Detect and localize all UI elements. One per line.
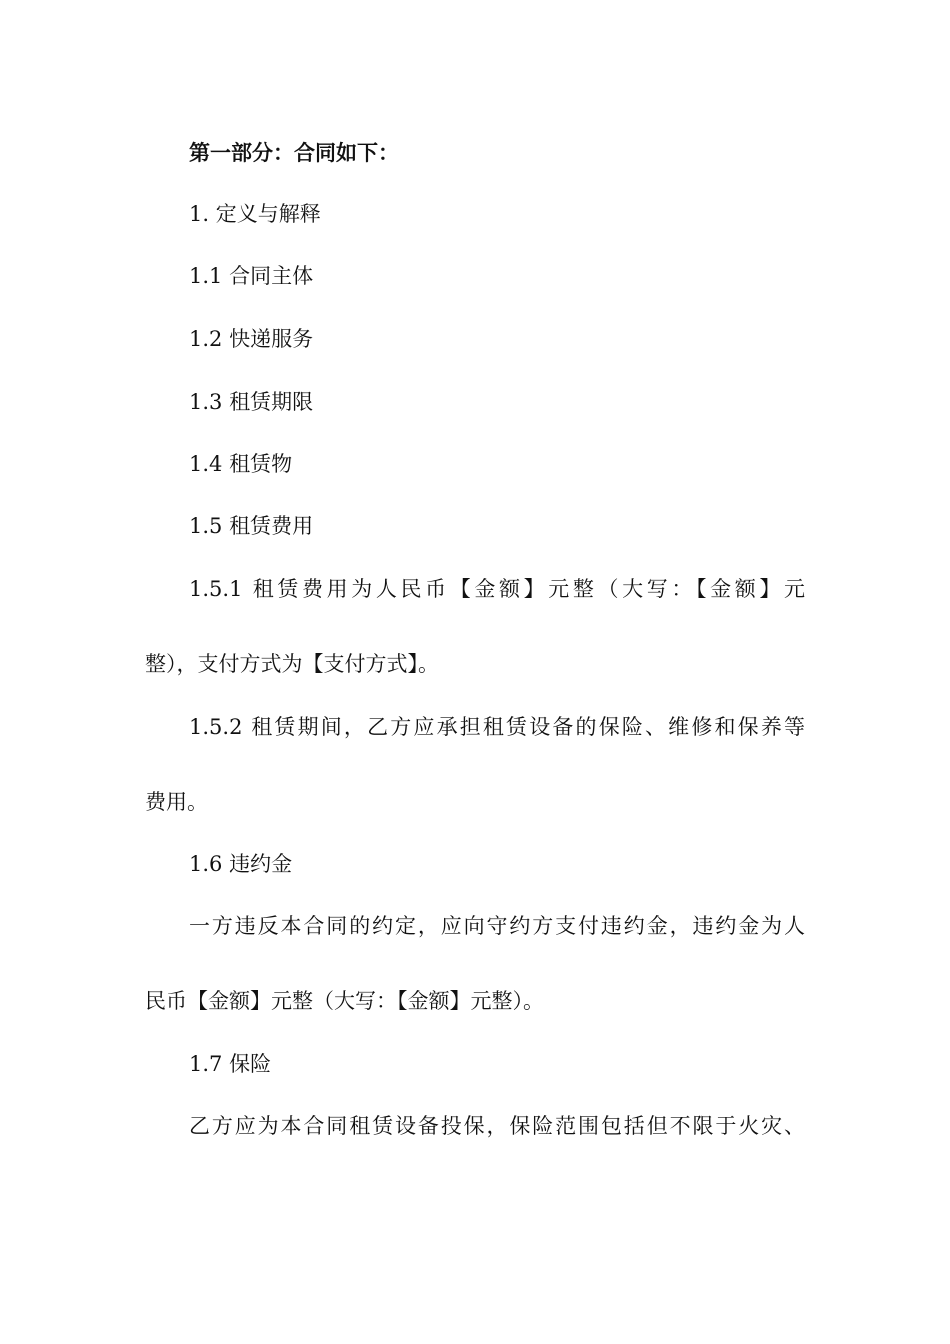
clause-1-3-title: 1.3 租赁期限 (189, 390, 314, 414)
clause-1-6-title: 1.6 违约金 (189, 852, 293, 876)
clause-1-2-title: 1.2 快递服务 (189, 327, 314, 351)
clause-1-5-2-line-2: 费用。 (145, 790, 208, 814)
clause-1-title: 1. 定义与解释 (189, 202, 321, 226)
clause-1-1-title: 1.1 合同主体 (189, 264, 314, 288)
clause-1-5-2-line-1: 1.5.2 租赁期间，乙方应承担租赁设备的保险、维修和保养等 (189, 715, 805, 739)
clause-1-5-1-line-2: 整），支付方式为【支付方式】。 (145, 652, 439, 676)
clause-1-7-body-line-1: 乙方应为本合同租赁设备投保，保险范围包括但不限于火灾、 (189, 1114, 805, 1138)
clause-1-6-body-line-1: 一方违反本合同的约定，应向守约方支付违约金，违约金为人 (189, 914, 805, 938)
clause-1-4-title: 1.4 租赁物 (189, 452, 293, 476)
section-heading: 第一部分：合同如下： (189, 140, 399, 165)
clause-1-6-body-line-2: 民币【金额】元整（大写：【金额】元整）。 (145, 989, 544, 1013)
clause-1-7-title: 1.7 保险 (189, 1052, 272, 1076)
clause-1-5-title: 1.5 租赁费用 (189, 514, 314, 538)
clause-1-5-1-line-1: 1.5.1 租赁费用为人民币【金额】元整（大写：【金额】元 (189, 577, 805, 601)
